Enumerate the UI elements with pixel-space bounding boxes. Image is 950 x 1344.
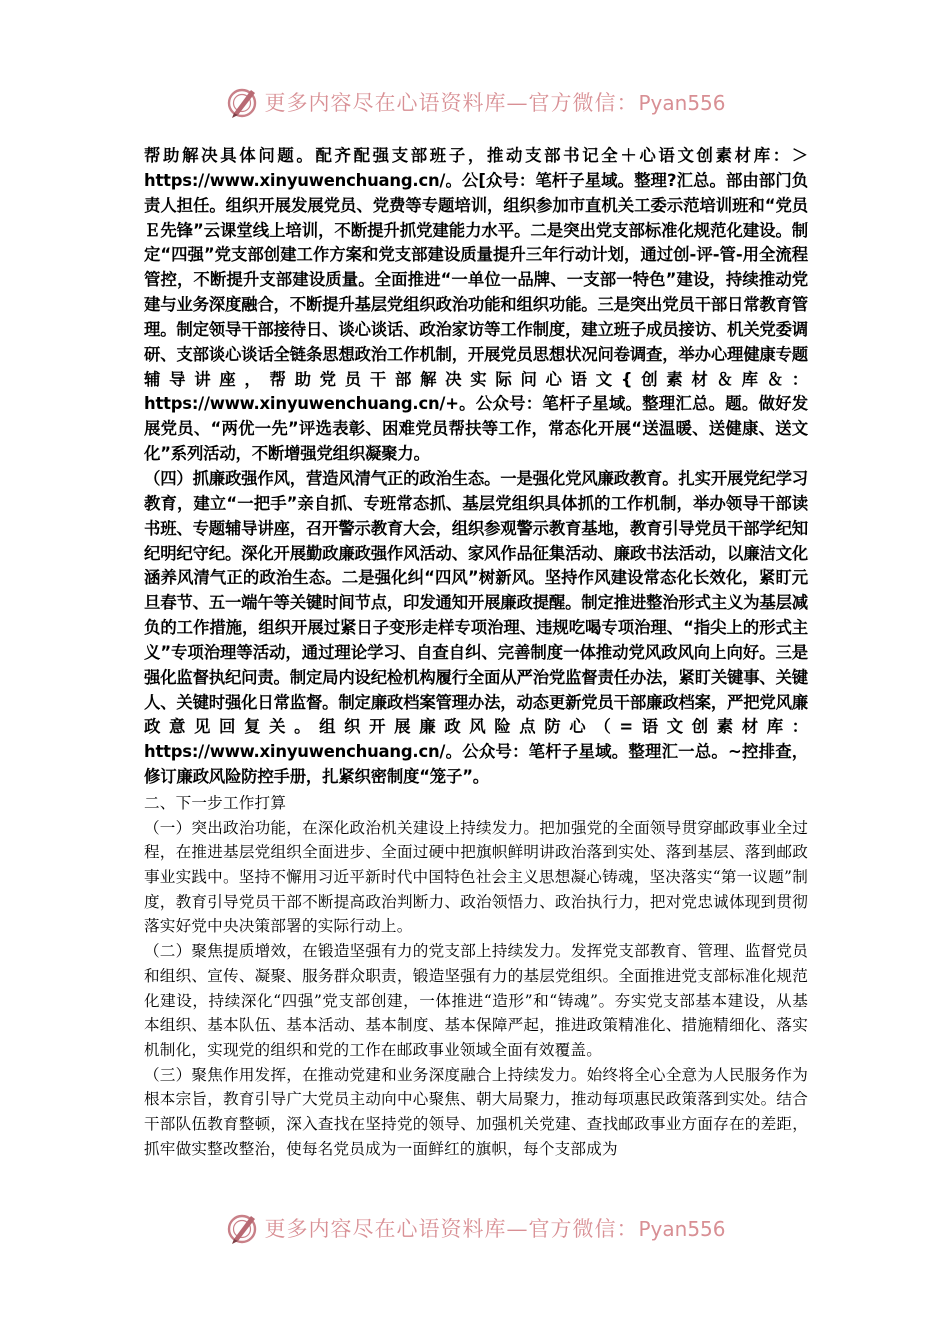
watermark-text: 更多内容尽在心语资料库—官方微信：Pyan556 xyxy=(264,91,726,115)
watermark-banner-top xyxy=(0,80,950,124)
paragraph-5: （三）聚焦作用发挥，在推动党建和业务深度融合上持续发力。始终将全心全意为人民服务作为根本宗旨，教育引导广大党员主动向中心聚焦、朝大局聚力，推动每项惠民政策落到实处。结合干部队伍教育整顿，深入查找在坚持党的领导、加强机关党建、查找邮政事业方面存在的差距，抓牢做实整改整治，使每名党员成为一面鲜红的旗帜，每个支部成为 xyxy=(144,1065,808,1158)
paragraph-2: （四）抓廉政强作风，营造风清气正的政治生态。一是强化党风廉政教育。扎实开展党纪学习教育，建立“一把手”亲自抓、专班常态抓、基层党组织具体抓的工作机制，举办领导干部读书班、专题辅导讲座，召开警示教育大会，组织参观警示教育基地，教育引导党员干部学纪知纪明纪守纪。深化开展勤政廉政强作风活动、家风作品征集活动、廉政书法活动，以廉洁文化涵养风清气正的政治生态。二是强化纠“四风”树新风。坚持作风建设常态化长效化，紧盯元旦春节、五一端午等关键时间节点，印发通知开展廉政提醒。制定推进整治形式主义为基层减负的工作措施，组织开展过紧日子变形走样专项治理、违规吃喝专项治理、“指尖上的形式主义”专项治理等活动，通过理论学习、自查自纠、完善制度一体推动党风政风向上向好。三是强化监督执纪问责。制定局内设纪检机构履行全面从严治党监督责任办法，紧盯关键事、关键人、关键时强化日常监督。制定廉政档案管理办法，动态更新党员干部廉政档案，严把党风廉政意见回复关。组织开展廉政风险点防心（=语文创素材库：https://www.xinyuwenchuang.cn/。公众号：笔杆子星域。整理汇一总。~控排查，修订廉政风险防控手册，扎紧织密制度“笼子”。 xyxy=(144,468,808,787)
logo-pen-icon xyxy=(224,1210,260,1246)
wechat-id: Pyan556 xyxy=(638,1217,726,1241)
section-heading: 二、下一步工作打算 xyxy=(144,793,287,812)
paragraph-3: （一）突出政治功能，在深化政治机关建设上持续发力。把加强党的全面领导贯穿邮政事业全过程，在推进基层党组织全面进步、全面过硬中把旗帜鲜明讲政治落到实处、落到基层、落到邮政事业实践中。坚持不懈用习近平新时代中国特色社会主义思想凝心铸魂，坚决落实“第一议题”制度，教育引导党员干部不断提高政治判断力、政治领悟力、政治执行力，把对党忠诚体现到贯彻落实好党中央决策部署的实际行动上。 xyxy=(144,818,808,936)
paragraph-4: （二）聚焦提质增效，在锻造坚强有力的党支部上持续发力。发挥党支部教育、管理、监督党员和组织、宣传、凝聚、服务群众职责，锻造坚强有力的基层党组织。全面推进党支部标准化规范化建设，持续深化“四强”党支部创建，一体推进“造形”和“铸魂”。夯实党支部基本建设，从基本组织、基本队伍、基本活动、基本制度、基本保障严起，推进政策精准化、措施精细化、落实机制化，实现党的组织和党的工作在邮政事业领域全面有效覆盖。 xyxy=(144,942,808,1059)
paragraph-1: 帮助解决具体问题。配齐配强支部班子，推动支部书记全＋心语文创素材库：＞https://www.xinyuwenchuang.cn/。公[众号：笔杆子星域。整理?汇总。部由部门负责人担任。组织开展发展党员、党费等专题培训，组织参加市直机关工委示范培训班和“党员Ｅ先锋”云课堂线上培训，不断提升抓党建能力水平。二是突出党支部标准化规范化建设。制定“四强”党支部创建工作方案和党支部建设质量提升三年行动计划，通过创-评-管-用全流程管控，不断提升支部建设质量。全面推进“一单位一品牌、一支部一特色”建设，持续推动党建与业务深度融合，不断提升基层党组织政治功能和组织功能。三是突出党员干部日常教育管理。制定领导干部接待日、谈心谈话、政治家访等工作制度，建立班子成员接访、机关党委调研、支部谈心谈话全链条思想政治工作机制，开展党员思想状况问卷调查，举办心理健康专题辅导讲座，帮助党员干部解决实际问心语文{创素材＆库＆：https://www.xinyuwenchuang.cn/+。公众号：笔杆子星域。整理汇总。题。做好发展党员、“两优一先”评选表彰、困难党员帮扶等工作，常态化开展“送温暖、送健康、送文化”系列活动，不断增强党组织凝聚力。 xyxy=(144,146,808,464)
wechat-id: Pyan556 xyxy=(638,91,726,115)
logo-pen-icon xyxy=(224,84,260,120)
watermark-banner-bottom xyxy=(0,1206,950,1250)
watermark-text: 更多内容尽在心语资料库—官方微信：Pyan556 xyxy=(264,1217,726,1241)
document-body xyxy=(144,144,808,1161)
